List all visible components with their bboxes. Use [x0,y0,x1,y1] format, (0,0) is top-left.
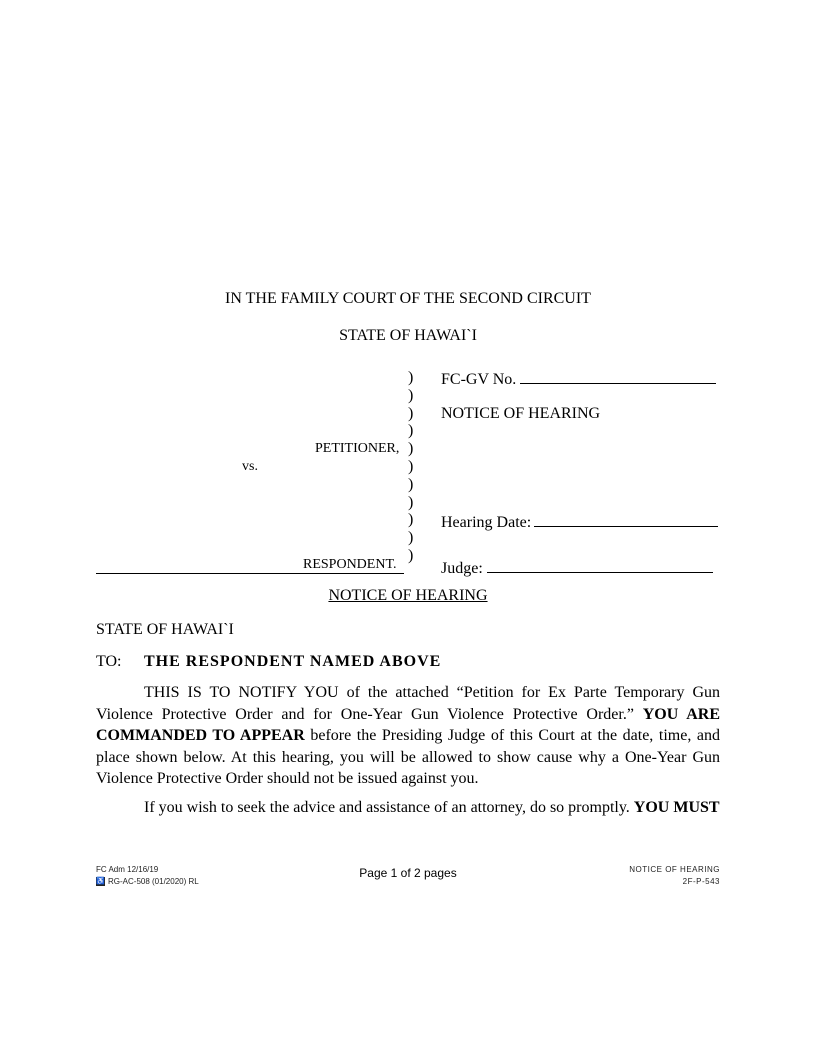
caption-parens [408,369,413,565]
to-recipient: THE RESPONDENT NAMED ABOVE [144,653,442,670]
respondent-label: RESPONDENT. [303,557,397,572]
paren: ) [408,529,414,547]
paren: ) [408,475,414,493]
case-number-field[interactable] [520,369,716,384]
case-number-label: FC-GV No. [441,371,517,388]
paragraph-attorney [96,797,720,819]
footer-form-date: FC Adm 12/16/19 [96,865,159,874]
page-number: Page 1 of 2 pages [359,866,457,880]
text: THIS IS TO NOTIFY YOU of the attached “Petition for Ex Parte Temporary Gun Violence Protective Order and for One-Year Gun Violence Protective Order.” [96,684,720,723]
paren: ) [408,511,414,529]
paren: ) [408,369,414,386]
paren: ) [408,440,414,458]
paren: ) [408,386,414,404]
text-bold: YOU MUST [633,799,720,816]
footer-doc-title: NOTICE OF HEARING [629,865,720,874]
paren: ) [408,493,414,511]
paragraph-notify [96,682,720,790]
caption-doc-title: NOTICE OF HEARING [441,405,601,422]
text-bold: YOU ARE COMMANDED TO APPEAR [96,705,720,744]
state-name: STATE OF HAWAI`I [339,327,477,344]
footer-form-code: RG-AC-508 (01/2020) RL [108,877,199,886]
footer-doc-code: 2F-P-543 [682,877,720,886]
state-line: STATE OF HAWAI`I [96,621,234,638]
text: If you wish to seek the advice and assistance of an attorney, do so promptly. [144,799,634,816]
paren: ) [408,422,414,440]
judge-label: Judge: [441,560,483,577]
to-label: TO: [96,653,122,670]
hearing-date-field[interactable] [534,512,718,527]
text: before the Presiding Judge of this Court at the date, time, and place shown below. At this hearing, you will be allowed to show cause why a One-Year Gun Violence Protective Order should not be issued against you. [96,727,720,787]
court-name: IN THE FAMILY COURT OF THE SECOND CIRCUIT [225,290,591,307]
hearing-date-label: Hearing Date: [441,514,532,531]
judge-field[interactable] [487,558,713,573]
petitioner-label: PETITIONER, [315,441,400,456]
accessibility-icon: ♿ [96,878,105,886]
paren: ) [408,546,414,564]
notice-heading: NOTICE OF HEARING [328,587,488,604]
paren: ) [408,404,414,422]
vs-label: vs. [242,459,258,474]
paren: ) [408,457,414,475]
